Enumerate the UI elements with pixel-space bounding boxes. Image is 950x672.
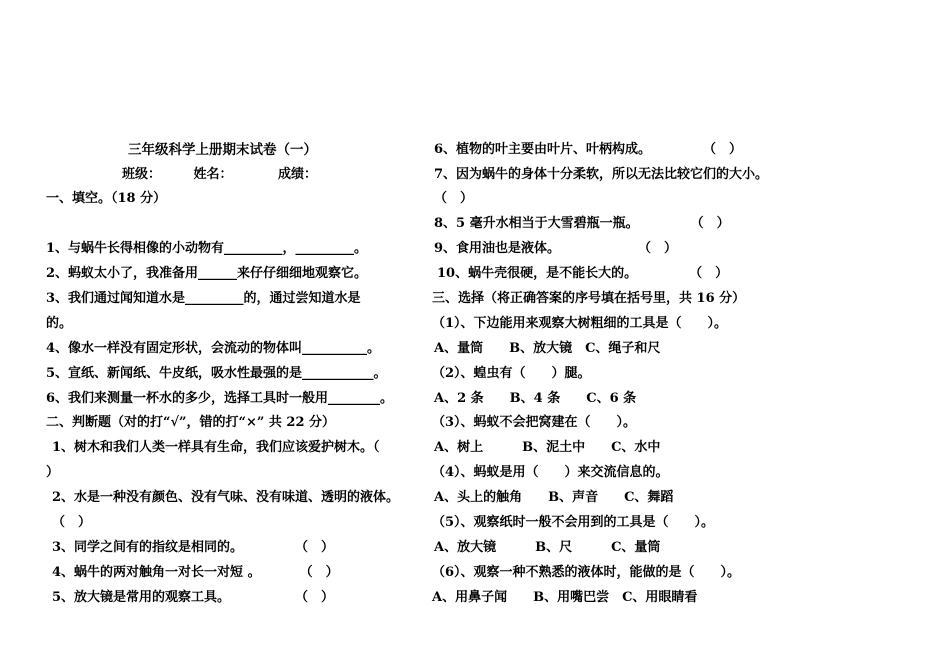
judgment-line: 7、因为蜗牛的身体十分柔软，所以无法比较它们的大小。 bbox=[434, 167, 769, 182]
judgment-line: （ ） bbox=[52, 515, 92, 530]
student-info-line: 班级： 姓名： 成绩： bbox=[122, 167, 318, 182]
choice-options: A、树上 B、泥土中 C、水中 bbox=[434, 440, 661, 455]
choice-options: A、用鼻子闻 B、用嘴巴尝 C、用眼睛看 bbox=[432, 590, 698, 605]
judgment-line: 8、5 毫升水相当于大雪碧瓶一瓶。 （ ） bbox=[434, 216, 730, 231]
judgment-line: （ ） bbox=[434, 191, 474, 206]
choice-options: A、2 条 B、4 条 C、6 条 bbox=[434, 391, 637, 406]
exam-title: 三年级科学上册期末试卷（一） bbox=[128, 142, 317, 158]
question-line: 1、与蜗牛长得相像的小动物有_________，_________。 bbox=[46, 241, 368, 256]
question-line: 2、蚂蚁太小了，我准备用______来仔仔细细地观察它。 bbox=[46, 266, 368, 281]
question-line: 5、宣纸、新闻纸、牛皮纸，吸水性最强的是___________。 bbox=[46, 366, 387, 381]
choice-options: A、量筒 B、放大镜 C、绳子和尺 bbox=[434, 341, 661, 356]
choice-options: A、放大镜 B、尺 C、量筒 bbox=[434, 540, 661, 555]
choice-question: （3）、蚂蚁不会把窝建在（ ）。 bbox=[432, 415, 637, 430]
question-line: 3、我们通过闻知道水是_________的，通过尝知道水是 bbox=[46, 291, 361, 306]
judgment-line: 2、水是一种没有颜色、没有气味、没有味道、透明的液体。 bbox=[52, 490, 400, 505]
choice-question: （2）、蝗虫有（ ）腿。 bbox=[432, 366, 591, 381]
judgment-line: 1、树木和我们人类一样具有生命，我们应该爱护树木。（ bbox=[52, 440, 380, 455]
choice-options: A、头上的触角 B、声音 C、舞蹈 bbox=[434, 490, 674, 505]
question-line: 4、像水一样没有固定形状，会流动的物体叫__________。 bbox=[46, 341, 381, 356]
question-line: 6、我们来测量一杯水的多少，选择工具时一般用________。 bbox=[46, 391, 394, 406]
choice-question: （6）、观察一种不熟悉的液体时，能做的是（ ）。 bbox=[432, 565, 741, 580]
judgment-line: 10、蜗牛壳很硬，是不能长大的。 （ ） bbox=[437, 266, 729, 281]
section-true-false-heading: 二、判断题（对的打“√”，错的打“×” 共 22 分） bbox=[46, 415, 336, 430]
section-fill-in-heading: 一、填空。（18 分） bbox=[46, 191, 167, 206]
question-line: 的。 bbox=[46, 316, 73, 331]
judgment-line: 6、植物的叶主要由叶片、叶柄构成。 （ ） bbox=[434, 142, 743, 157]
judgment-line: 4、蜗牛的两对触角一对长一对短 。 （ ） bbox=[52, 565, 339, 580]
judgment-line: 9、食用油也是液体。 （ ） bbox=[434, 241, 678, 256]
section-choice-heading: 三、选择（将正确答案的序号填在括号里，共 16 分） bbox=[432, 291, 746, 306]
choice-question: （5）、观察纸时一般不会用到的工具是（ ）。 bbox=[432, 515, 715, 530]
judgment-line: ） bbox=[46, 465, 60, 480]
choice-question: （1）、下边能用来观察大树粗细的工具是（ ）。 bbox=[432, 316, 728, 331]
judgment-line: 3、同学之间有的指纹是相同的。 （ ） bbox=[52, 540, 335, 555]
judgment-line: 5、放大镜是常用的观察工具。 （ ） bbox=[52, 590, 335, 605]
choice-question: （4）、蚂蚁是用（ ）来交流信息的。 bbox=[432, 465, 669, 480]
